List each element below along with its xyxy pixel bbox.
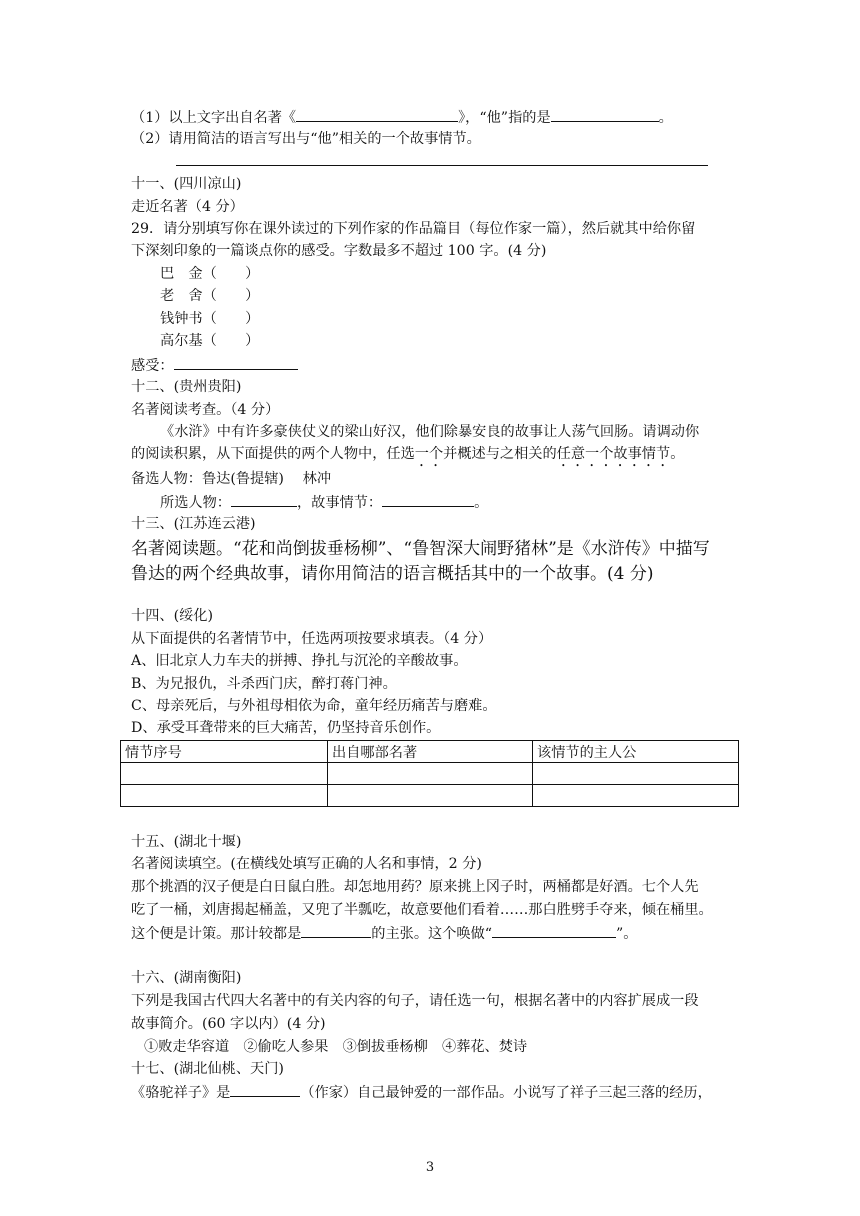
section-15-passage-line2: 吃了一桶，刘唐揭起桶盖，又兜了半瓢吃，故意要他们看着……那白胜劈手夺来，倾在桶里。 <box>131 902 713 918</box>
answer-blank-author <box>230 1081 300 1097</box>
page-number: 3 <box>425 1160 435 1175</box>
section-12-header: 十二、(贵州贵阳) <box>131 379 242 395</box>
section-12-para-line1: 《水浒》中有许多豪侠仗义的梁山好汉，他们除暴安良的故事让人荡气回肠。请调动你 <box>160 424 700 440</box>
table-cell[interactable] <box>328 763 533 785</box>
feeling-row: 感受： <box>131 354 298 377</box>
table-header-row <box>121 741 739 763</box>
answer-blank-book-title <box>296 106 458 122</box>
section-17-header: 十七、(湖北仙桃、天门) <box>131 1061 284 1077</box>
section-14-header: 十四、(绥化) <box>131 608 214 624</box>
answer-blank-character <box>231 491 297 507</box>
section-12-para-line2: 的阅读积累，从下面提供的两个人物中，任选一个并概述与之相关的任意一个故事情节。 <box>131 446 685 462</box>
answer-blank-he <box>551 106 659 122</box>
section-11-title: 走近名著（4 分） <box>131 199 244 215</box>
q29-text-line2: 下深刻印象的一篇谈点你的感受。字数最多不超过 100 字。(4 分) <box>131 243 547 259</box>
answer-table <box>120 740 739 807</box>
answer-blank-feeling <box>174 354 298 370</box>
author-gorky: 高尔基（ ） <box>160 333 260 349</box>
table-cell[interactable] <box>328 785 533 807</box>
section-12-title: 名著阅读考查。（4 分） <box>131 402 280 418</box>
candidate-characters: 备选人物：鲁达(鲁提辖) 林冲 <box>131 471 332 487</box>
q10-sub2: （2）请用简洁的语言写出与“他”相关的一个故事情节。 <box>131 131 481 147</box>
emphasis-any-plot: 任意一个故事情节 <box>556 446 671 462</box>
section-15-passage-line3: 这个便是计策。那计较都是 的主张。这个唤做“ ”。 <box>131 922 637 945</box>
table-cell[interactable] <box>121 763 328 785</box>
chosen-character-row: 所选人物： ，故事情节： 。 <box>160 491 488 514</box>
table-header-cell: 出自哪部名著 <box>328 741 533 763</box>
section-16-line1: 下列是我国古代四大名著中的有关内容的句子，请任选一句，根据名著中的内容扩展成一段 <box>131 993 699 1009</box>
author-bajin: 巴 金（ ） <box>160 266 260 282</box>
section-16-choices: ①败走华容道 ②偷吃人参果 ③倒拔垂杨柳 ④葬花、焚诗 <box>144 1039 528 1055</box>
section-15-header: 十五、(湖北十堰) <box>131 834 242 850</box>
section-15-title: 名著阅读填空。(在横线处填写正确的人名和事情，2 分) <box>131 856 482 872</box>
table-row <box>121 763 739 785</box>
section-17-line1: 《骆驼祥子》是 （作家）自己最钟爱的一部作品。小说写了祥子三起三落的经历， <box>131 1081 712 1104</box>
answer-blank-plot <box>382 491 474 507</box>
section-16-header: 十六、(湖南衡阳) <box>131 970 242 986</box>
section-16-line2: 故事简介。(60 字以内）(4 分) <box>131 1016 326 1032</box>
option-b: B、为兄报仇，斗杀西门庆，醉打蒋门神。 <box>131 676 397 692</box>
option-d: D、承受耳聋带来的巨大痛苦，仍坚持音乐创作。 <box>131 720 441 736</box>
option-a: A、旧北京人力车夫的拼搏、挣扎与沉沦的辛酸故事。 <box>131 653 468 669</box>
option-c: C、母亲死后，与外祖母相依为命，童年经历痛苦与磨难。 <box>131 698 497 714</box>
author-qianzhongshu: 钱钟书（ ） <box>160 311 260 327</box>
table-header-cell: 该情节的主人公 <box>533 741 739 763</box>
table-cell[interactable] <box>533 785 739 807</box>
answer-line-story <box>176 165 708 166</box>
table-header-cell: 情节序号 <box>121 741 328 763</box>
section-13-line1: 名著阅读题。“花和尚倒拔垂杨柳”、“鲁智深大闹野猪林”是《水浒传》中描写 <box>131 539 710 559</box>
section-15-passage-line1: 那个挑酒的汉子便是白日鼠白胜。却怎地用药？原来挑上冈子时，两桶都是好酒。七个人先 <box>131 879 699 895</box>
author-laoshe: 老 舍（ ） <box>160 288 260 304</box>
answer-blank-person <box>301 922 371 938</box>
table-cell[interactable] <box>533 763 739 785</box>
answer-blank-event <box>492 922 616 938</box>
section-13-line2: 鲁达的两个经典故事，请你用简洁的语言概括其中的一个故事。(4 分) <box>131 564 654 584</box>
section-11-header: 十一、(四川凉山) <box>131 176 242 192</box>
emphasis-one: 一个 <box>414 446 444 462</box>
q10-sub1: （1）以上文字出自名著《 》，“他”指的是 。 <box>131 106 673 129</box>
section-14-instruction: 从下面提供的名著情节中，任选两项按要求填表。（4 分） <box>131 631 493 647</box>
table-cell[interactable] <box>121 785 328 807</box>
section-13-header: 十三、(江苏连云港) <box>131 516 256 532</box>
q29-text-line1: 29．请分别填写你在课外读过的下列作家的作品篇目（每位作家一篇），然后就其中给你留 <box>131 221 696 237</box>
table-row <box>121 785 739 807</box>
